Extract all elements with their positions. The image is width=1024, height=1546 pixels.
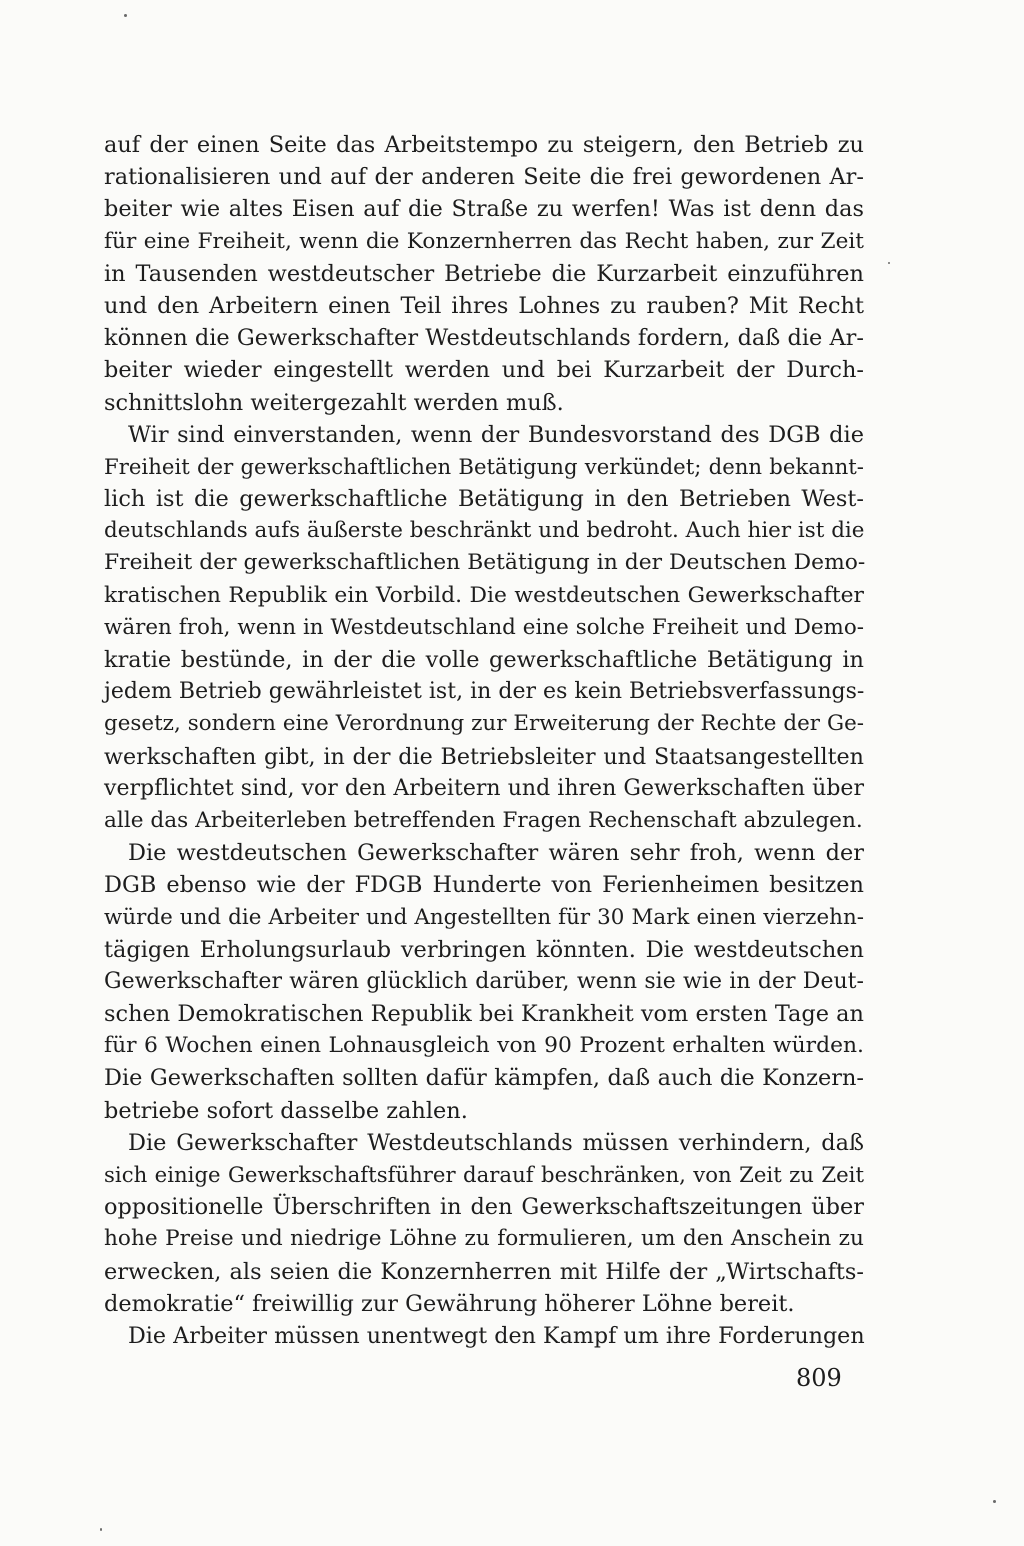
text-line: kratie bestünde, in der die volle gewerkschaftliche Betätigung in [104,647,864,673]
text-line: erwecken, als seien die Konzernherren mit Hilfe der „Wirtschafts- [104,1258,864,1285]
text-line: Die Gewerkschaften sollten dafür kämpfen, daß auch die Konzern- [104,1065,864,1092]
text-line: kratischen Republik ein Vorbild. Die westdeutschen Gewerkschafter [104,582,864,608]
print-speck [124,14,127,17]
text-line: würde und die Arbeiter und Angestellten für 30 Mark einen vierzehn- [104,904,864,930]
text-line: schnittslohn weitergezahlt werden muß. [104,389,564,416]
text-line: verpflichtet sind, vor den Arbeitern und ihren Gewerkschaften über [104,775,864,801]
text-line: schen Demokratischen Republik bei Krankheit vom ersten Tage an [104,1001,864,1028]
text-line: hohe Preise und niedrige Löhne zu formulieren, um den Anschein zu [104,1226,864,1252]
text-line: und den Arbeitern einen Teil ihres Lohnes zu rauben? Mit Recht [104,292,864,319]
text-line: deutschlands aufs äußerste beschränkt und bedroht. Auch hier ist die [104,518,865,544]
text-line: oppositionelle Überschriften in den Gewerkschaftszeitungen über [104,1194,864,1221]
text-line: gesetz, sondern eine Verordnung zur Erweiterung der Rechte der Ge- [104,711,864,737]
text-line: für eine Freiheit, wenn die Konzernherren das Recht haben, zur Zeit [104,228,864,254]
text-line: beiter wieder eingestellt werden und bei Kurzarbeit der Durch- [104,357,864,384]
print-speck [993,1500,996,1503]
text-line: tägigen Erholungsurlaub verbringen könnten. Die westdeutschen [104,936,864,963]
text-line: Freiheit der gewerkschaftlichen Betätigung verkündet; denn bekannt- [104,453,864,479]
text-line: Gewerkschafter wären glücklich darüber, wenn sie wie in der Deut- [104,968,864,994]
text-line: beiter wie altes Eisen auf die Straße zu werfen! Was ist denn das [104,196,864,223]
text-line: DGB ebenso wie der FDGB Hunderte von Ferienheimen besitzen [104,872,864,899]
text-line: werkschaften gibt, in der die Betriebsleiter und Staatsangestellten [104,743,864,770]
text-line: Die Gewerkschafter Westdeutschlands müssen verhindern, daß [128,1129,864,1156]
page-number: 809 [796,1364,842,1392]
text-line: auf der einen Seite das Arbeitstempo zu steigern, den Betrieb zu [104,132,864,158]
text-line: demokratie“ freiwillig zur Gewährung höherer Löhne bereit. [104,1290,795,1317]
text-line: für 6 Wochen einen Lohnausgleich von 90 Prozent erhalten würden. [104,1033,864,1059]
text-line: rationalisieren und auf der anderen Seite die frei gewordenen Ar- [104,164,864,191]
text-line: Freiheit der gewerkschaftlichen Betätigung in der Deutschen Demo- [104,550,866,576]
text-line: Die Arbeiter müssen unentwegt den Kampf um ihre Forderungen [128,1322,865,1349]
print-speck [888,262,890,264]
text-line: können die Gewerkschafter Westdeutschlands fordern, daß die Ar- [104,325,864,352]
body-text [104,129,864,1352]
text-line: Wir sind einverstanden, wenn der Bundesvorstand des DGB die [128,421,864,448]
text-line: betriebe sofort dasselbe zahlen. [104,1097,468,1124]
text-line: sich einige Gewerkschaftsführer darauf beschränken, von Zeit zu Zeit [104,1162,864,1187]
text-line: jedem Betrieb gewährleistet ist, in der es kein Betriebsverfassungs- [104,679,865,705]
text-line: wären froh, wenn in Westdeutschland eine solche Freiheit und Demo- [104,614,864,640]
text-line: alle das Arbeiterleben betreffenden Fragen Rechenschaft abzulegen. [104,807,863,833]
text-line: in Tausenden westdeutscher Betriebe die Kurzarbeit einzuführen [104,260,864,287]
text-line: Die westdeutschen Gewerkschafter wären sehr froh, wenn der [128,840,864,867]
text-line: lich ist die gewerkschaftliche Betätigung in den Betrieben West- [104,486,864,513]
print-speck [100,1528,102,1531]
